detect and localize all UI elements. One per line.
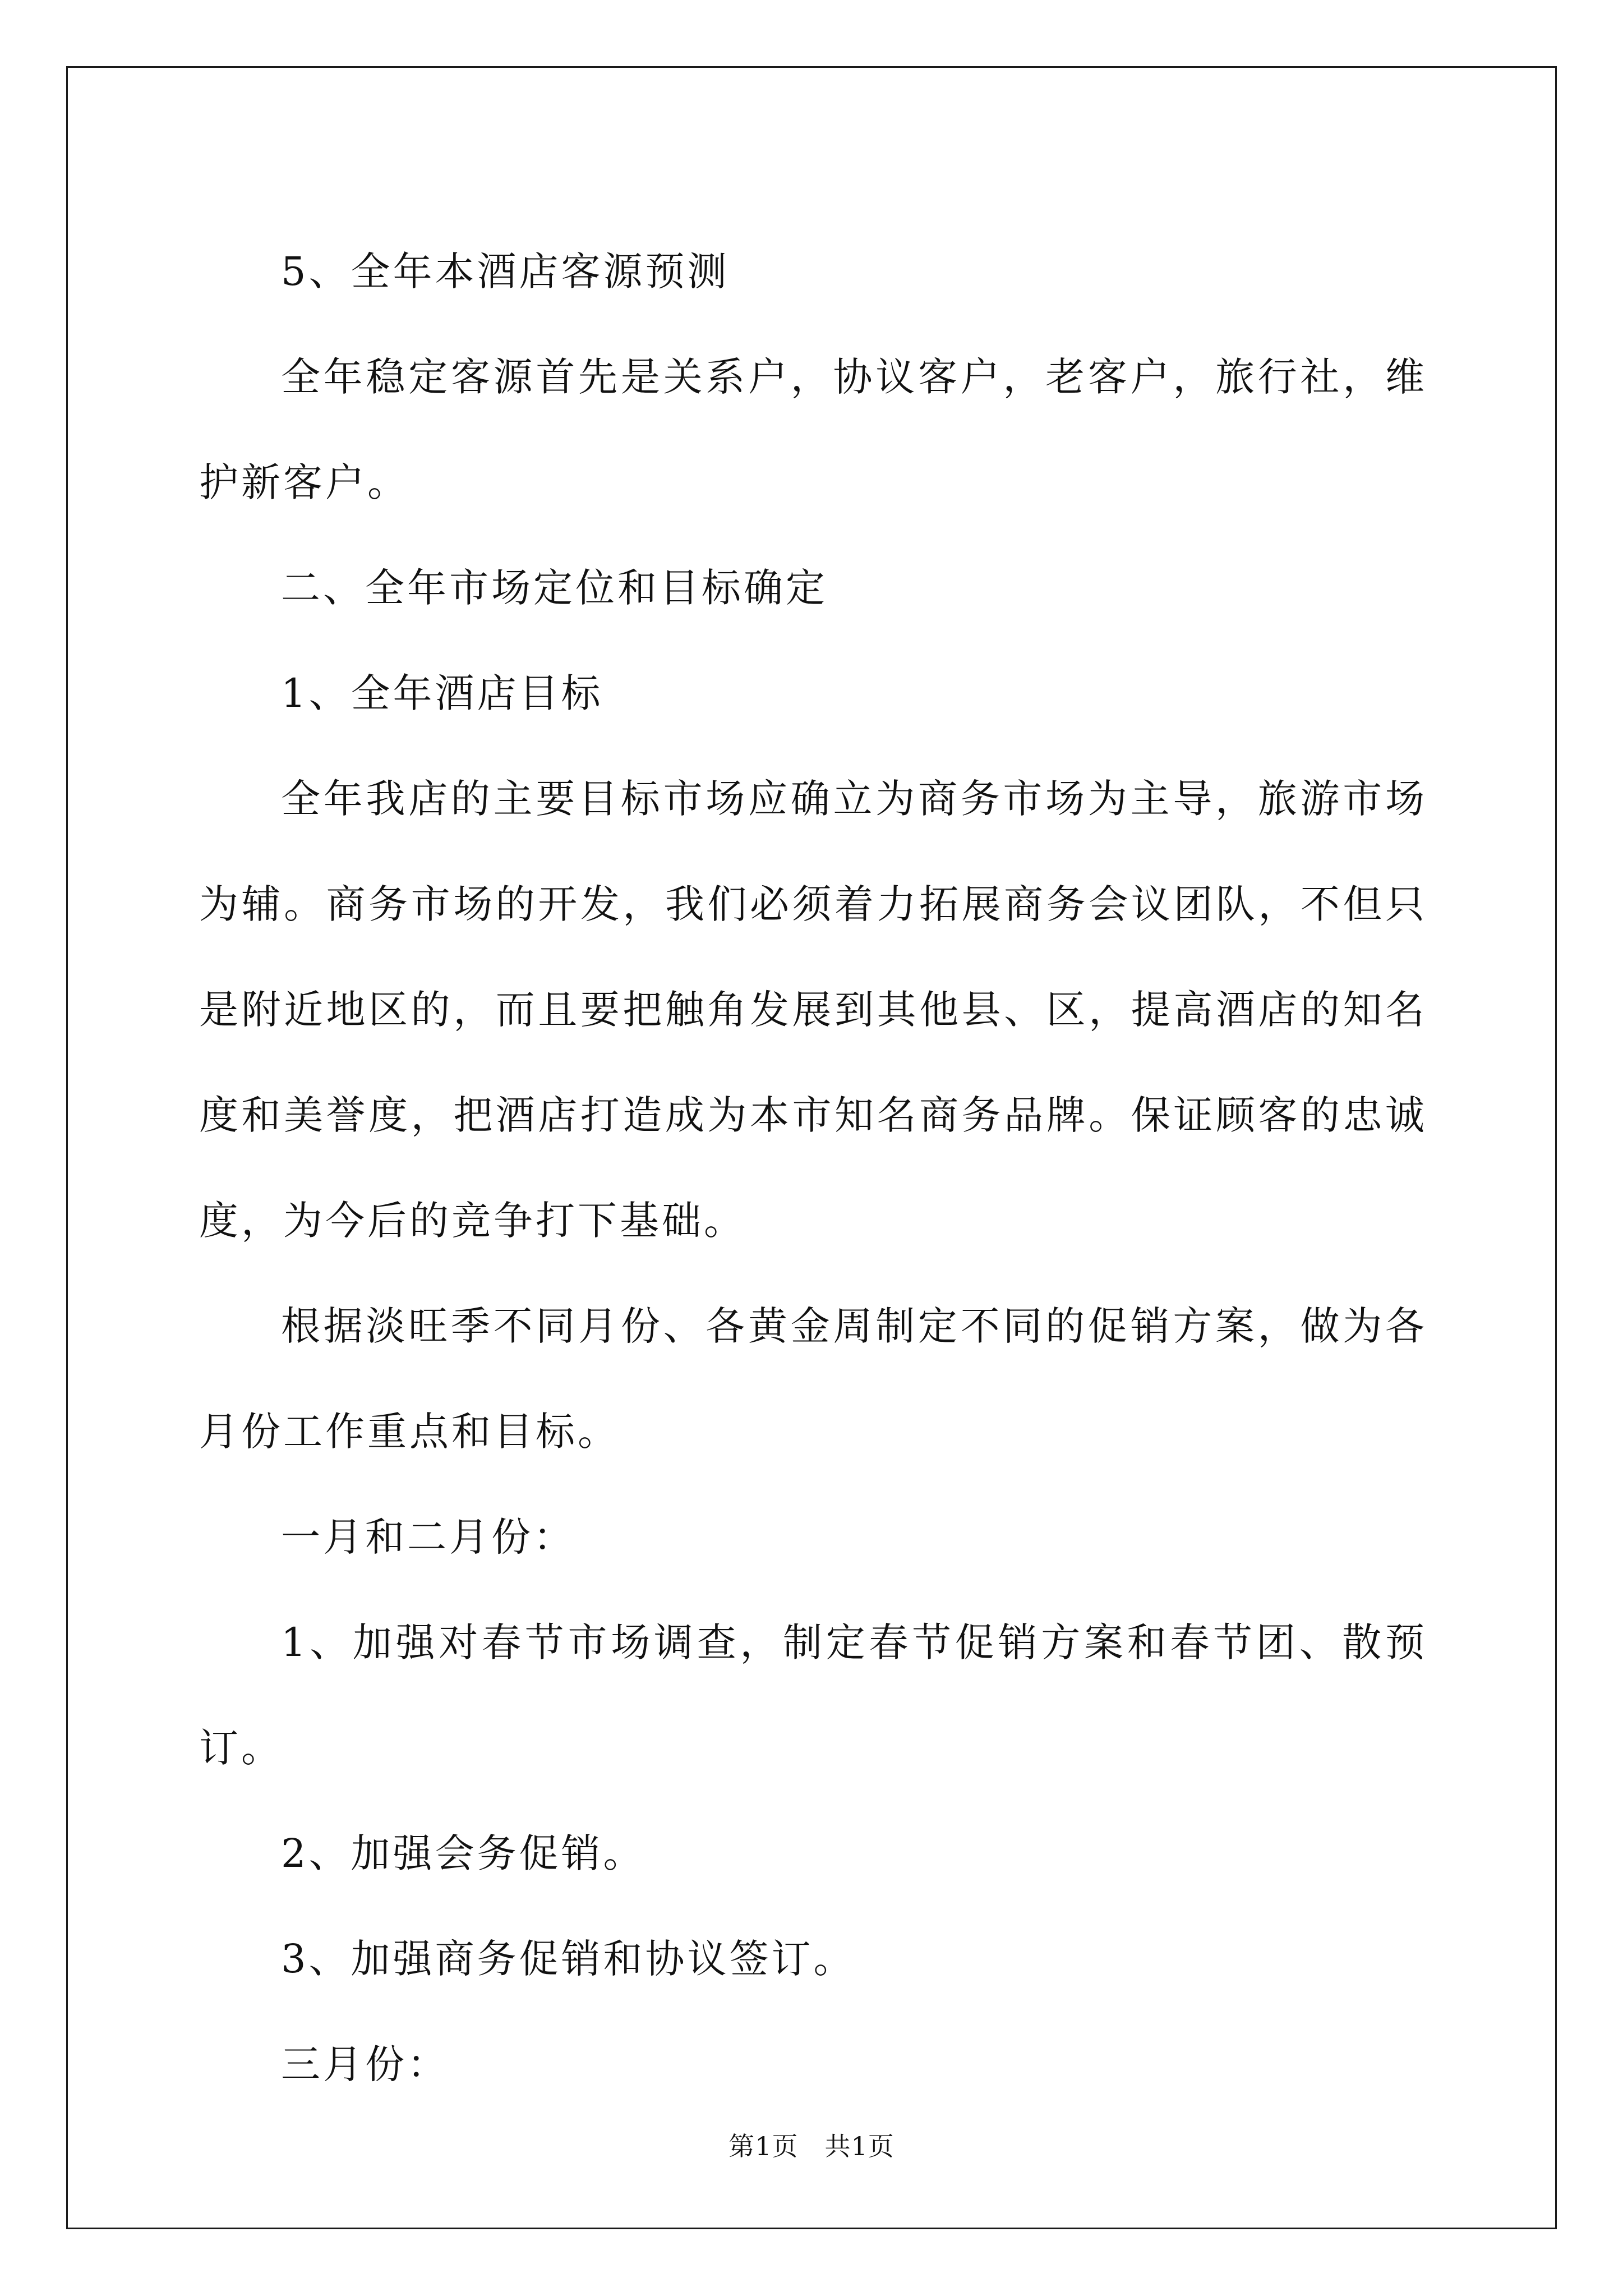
paragraph-jan-feb-item-1: 1、加强对春节市场调查，制定春节促销方案和春节团、散预订。 <box>199 1619 1427 1771</box>
paragraph-stable-customers: 全年稳定客源首先是关系户，协议客户，老客户，旅行社，维护新客户。 <box>199 354 1427 505</box>
paragraph-section-5-heading: 5、全年本酒店客源预测 <box>281 249 730 295</box>
paragraph-jan-feb-item-3: 3、加强商务促销和协议签订。 <box>281 1936 856 1982</box>
paragraph-jan-feb-heading: 一月和二月份： <box>281 1514 575 1560</box>
paragraph-section-2-heading: 二、全年市场定位和目标确定 <box>281 565 828 611</box>
document-body <box>199 219 1427 2117</box>
page-number-footer: 第1页 共1页 <box>728 2131 895 2161</box>
paragraph-promotion-plan: 根据淡旺季不同月份、各黄金周制定不同的促销方案，做为各月份工作重点和目标。 <box>199 1303 1427 1455</box>
paragraph-subsection-1-heading: 1、全年酒店目标 <box>281 670 603 716</box>
paragraph-jan-feb-item-2: 2、加强会务促销。 <box>281 1830 645 1876</box>
paragraph-march-heading: 三月份： <box>281 2041 449 2087</box>
paragraph-target-market: 全年我店的主要目标市场应确立为商务市场为主导，旅游市场为辅。商务市场的开发，我们必须着力拓展商务会议团队，不但只是附近地区的，而且要把触角发展到其他县、区，提高酒店的知名度和美誉度，把酒店打造成为本市知名商务品牌。保证顾客的忠诚度，为今后的竞争打下基础。 <box>199 776 1427 1244</box>
